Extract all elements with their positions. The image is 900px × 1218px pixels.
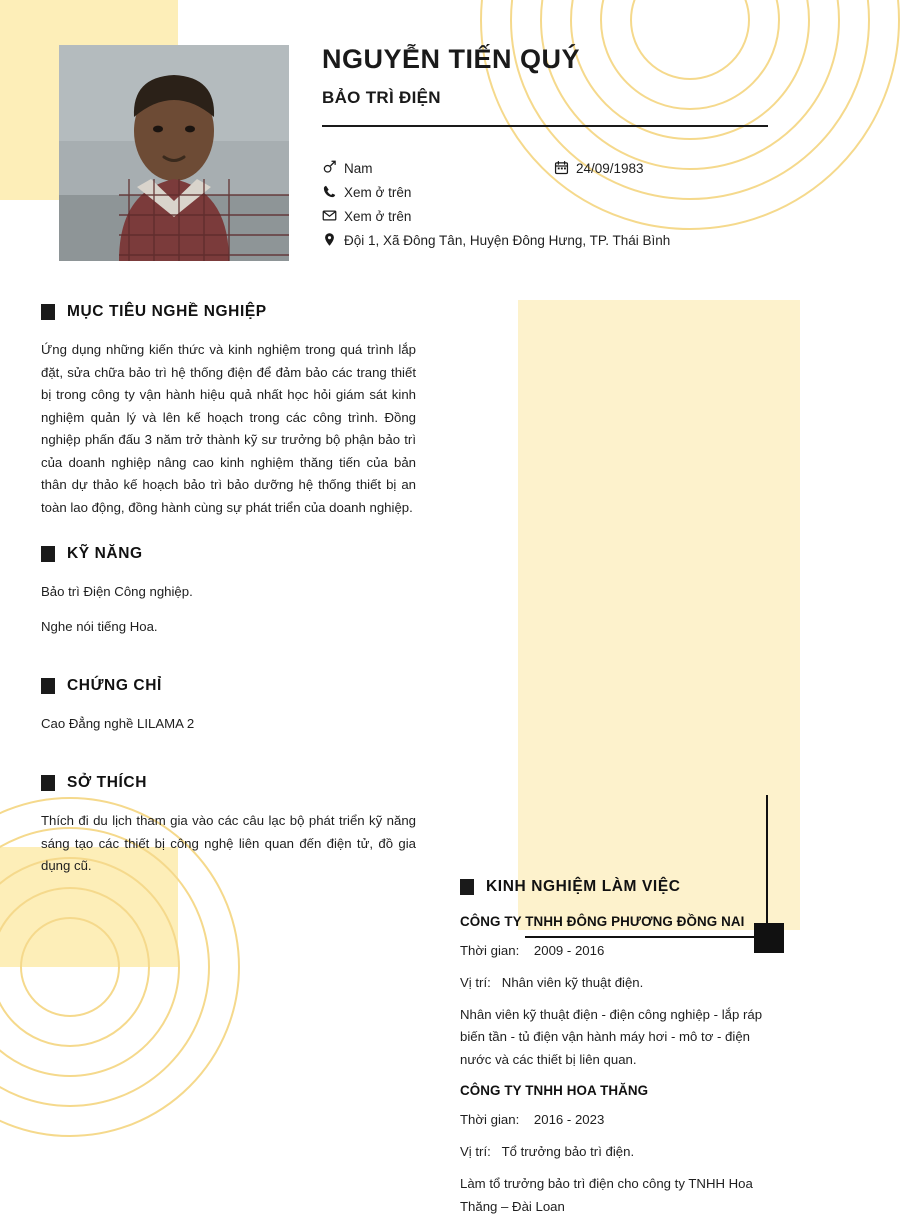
email-value: Xem ở trên: [344, 208, 411, 225]
job-time-value: 2009 - 2016: [534, 943, 604, 958]
header-divider: [322, 125, 768, 127]
company-name: CÔNG TY TNHH HOA THĂNG: [460, 1083, 772, 1098]
hobbies-text: Thích đi du lịch tham gia vào các câu lạc bộ phát triển kỹ năng sáng tạo các thiết bị công nghệ liên quan đến điện tử, đồ gia dụng cũ.: [41, 810, 416, 878]
job-position-value: Nhân viên kỹ thuật điện.: [502, 975, 644, 990]
job-time-value: 2016 - 2023: [534, 1112, 604, 1127]
contact-phone: [322, 184, 554, 201]
section-header-skills: [41, 545, 416, 563]
job-time: [460, 1109, 772, 1131]
contact-row: [322, 184, 772, 201]
job-position: [460, 1141, 772, 1163]
contact-row: [322, 208, 772, 225]
experience-item: [460, 1083, 772, 1218]
contact-address: [322, 232, 670, 249]
experience-item: [460, 914, 772, 1072]
square-bullet-icon: [41, 678, 55, 694]
list-item: Bảo trì Điện Công nghiệp.: [41, 581, 416, 603]
job-position-label: Vị trí:: [460, 975, 491, 990]
section-header-experience: [460, 878, 772, 896]
portrait-photo-illustration: [59, 45, 289, 261]
square-bullet-icon: [460, 879, 474, 895]
page-title: NGUYỄN TIẾN QUÝ: [322, 44, 580, 75]
job-position-value: Tổ trưởng bảo trì điện.: [502, 1144, 635, 1159]
contact-birthday: [554, 160, 644, 177]
resume-header: [0, 0, 800, 290]
section-header-objective: [41, 303, 416, 321]
section-title: KINH NGHIỆM LÀM VIỆC: [486, 878, 681, 896]
gender-value: Nam: [344, 160, 373, 177]
section-title: KỸ NĂNG: [67, 545, 143, 563]
contact-gender: [322, 160, 554, 177]
list-item: Cao Đẳng nghề LILAMA 2: [41, 713, 416, 735]
address-value: Đội 1, Xã Đông Tân, Huyện Đông Hưng, TP. Thái Bình: [344, 232, 670, 249]
contact-row: [322, 232, 772, 249]
section-header-certificates: [41, 677, 416, 695]
square-bullet-icon: [41, 546, 55, 562]
email-icon: [322, 208, 344, 223]
calendar-icon: [554, 160, 576, 175]
gender-icon: [322, 160, 344, 175]
job-description: Làm tổ trưởng bảo trì điện cho công ty TNHH Hoa Thăng – Đài Loan: [460, 1173, 772, 1218]
job-time: [460, 940, 772, 962]
avatar: [59, 45, 289, 261]
location-pin-icon: [322, 232, 344, 247]
right-column: [460, 878, 772, 1218]
job-position-label: Vị trí:: [460, 1144, 491, 1159]
section-title: SỞ THÍCH: [67, 774, 147, 792]
contact-block: [322, 160, 772, 256]
section-title: CHỨNG CHỈ: [67, 677, 162, 695]
section-title: MỤC TIÊU NGHỀ NGHIỆP: [67, 303, 267, 321]
company-name: CÔNG TY TNHH ĐÔNG PHƯƠNG ĐỒNG NAI: [460, 914, 772, 929]
phone-icon: [322, 184, 344, 199]
job-time-label: Thời gian:: [460, 943, 519, 958]
birthday-value: 24/09/1983: [576, 160, 644, 177]
square-bullet-icon: [41, 775, 55, 791]
job-position: [460, 972, 772, 994]
contact-row: [322, 160, 772, 177]
square-bullet-icon: [41, 304, 55, 320]
decor-right-panel: [518, 300, 800, 930]
phone-value: Xem ở trên: [344, 184, 411, 201]
objective-text: Ứng dụng những kiến thức và kinh nghiệm trong quá trình lắp đặt, sửa chữa bảo trì hệ thống điện để đảm bảo các trang thiết bị trong công ty vận hành hiệu quả nhất học hỏi giám sát kinh nghiệm quản lý và lên kế hoạch trong các công trình. Đồng nghiệp phấn đấu 3 năm trở thành kỹ sư trưởng bộ phận bảo trì của doanh nghiệp nâng cao kinh nghiệm thăng tiến của bản thân dự thảo kế hoạch bảo trì bảo dưỡng hệ thống thiết bị an toàn lao động, đồng hành cùng sự phát triển của doanh nghiệp.: [41, 339, 416, 519]
contact-email: [322, 208, 554, 225]
section-header-hobbies: [41, 774, 416, 792]
job-description: Nhân viên kỹ thuật điện - điện công nghiệp - lắp ráp biến tần - tủ điện vận hành máy hơi - mô tơ - điện nước và các thiết bị liên quan.: [460, 1004, 772, 1072]
job-title: BẢO TRÌ ĐIỆN: [322, 88, 441, 108]
list-item: Nghe nói tiếng Hoa.: [41, 616, 416, 638]
left-column: [41, 303, 416, 878]
job-time-label: Thời gian:: [460, 1112, 519, 1127]
